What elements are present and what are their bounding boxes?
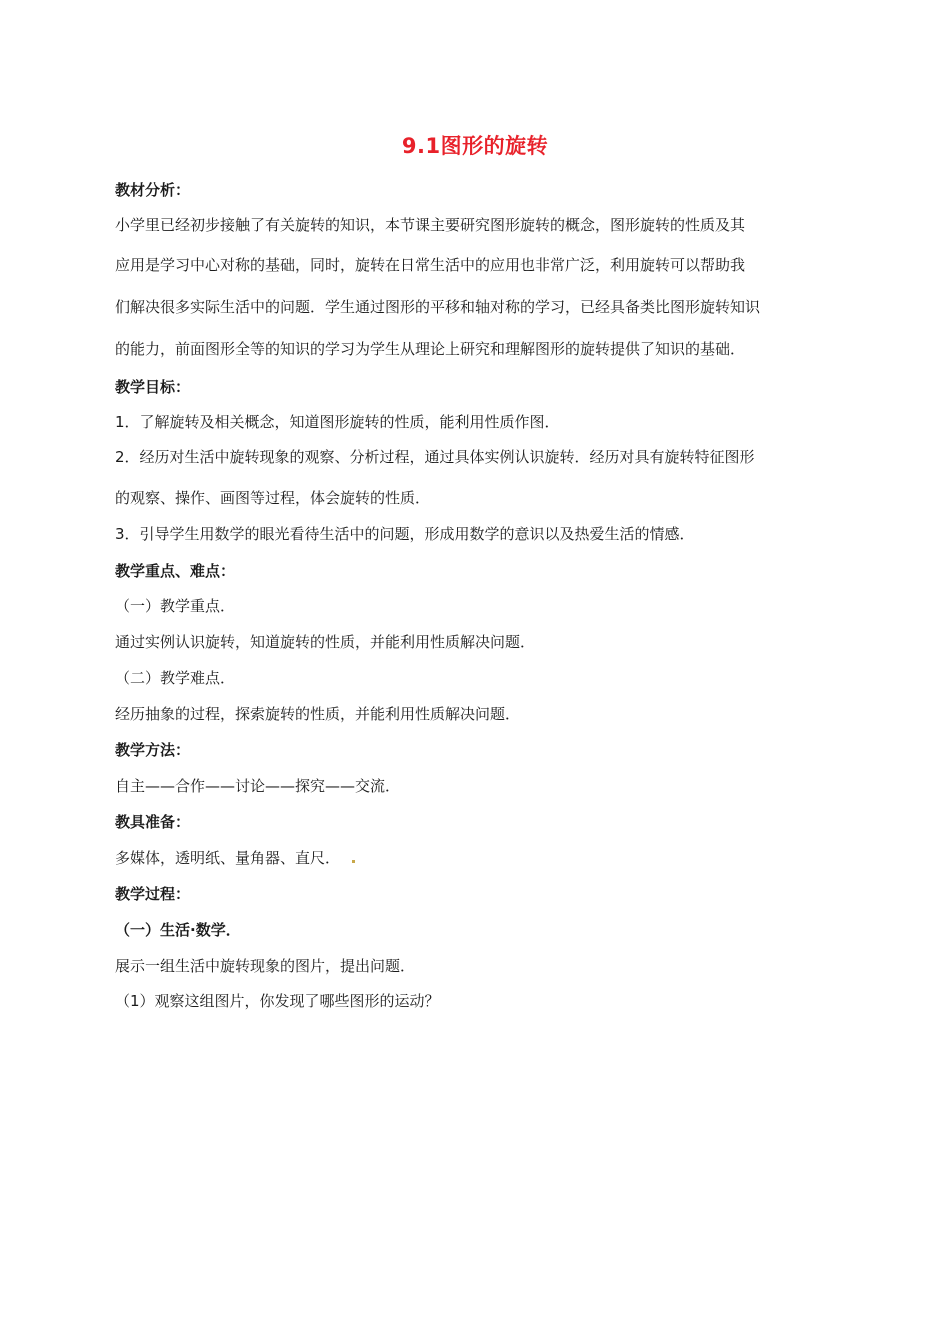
difficulty-text: 经历抽象的过程，探索旋转的性质，并能利用性质解决问题． xyxy=(115,705,521,723)
analysis-line-4: 的能力，前面图形全等的知识的学习为学生从理论上研究和理解图形的旋转提供了知识的基础． xyxy=(115,340,746,358)
section-heading-analysis: 教材分析： xyxy=(115,181,191,199)
section-heading-tools: 教具准备： xyxy=(115,813,191,831)
methods-text: 自主——合作——讨论——探究——交流． xyxy=(115,777,401,795)
key-point-text: 通过实例认识旋转，知道旋转的性质，并能利用性质解决问题． xyxy=(115,633,536,651)
analysis-line-3: 们解决很多实际生活中的问题．学生通过图形的平移和轴对称的学习，已经具备类比图形旋转知识 xyxy=(115,298,761,316)
goal-item-3: 3．引导学生用数学的眼光看待生活中的问题，形成用数学的意识以及热爱生活的情感． xyxy=(115,525,695,543)
section-heading-methods: 教学方法： xyxy=(115,741,191,759)
key-point-subheading: （一）教学重点． xyxy=(115,597,236,615)
tools-text xyxy=(115,848,840,868)
analysis-line-1: 小学里已经初步接触了有关旋转的知识，本节课主要研究图形旋转的概念，图形旋转的性质及其 xyxy=(115,216,746,234)
section-heading-process: 教学过程： xyxy=(115,885,191,903)
process-subheading: （一）生活·数学． xyxy=(115,921,241,939)
analysis-line-2: 应用是学习中心对称的基础，同时，旋转在日常生活中的应用也非常广泛，利用旋转可以帮助我 xyxy=(115,256,746,274)
section-heading-key-points: 教学重点、难点： xyxy=(115,562,236,580)
difficulty-subheading: （二）教学难点． xyxy=(115,669,236,687)
process-line-1: 展示一组生活中旋转现象的图片，提出问题． xyxy=(115,957,416,975)
goal-item-2-line-1: 2．经历对生活中旋转现象的观察、分析过程，通过具体实例认识旋转．经历对具有旋转特征图形 xyxy=(115,448,755,466)
mark-dot xyxy=(352,860,355,863)
process-line-2: （1）观察这组图片，你发现了哪些图形的运动？ xyxy=(115,992,440,1010)
goal-item-2-line-2: 的观察、操作、画图等过程，体会旋转的性质． xyxy=(115,489,431,507)
section-heading-goals: 教学目标： xyxy=(115,378,191,396)
tools-text-content: 多媒体，透明纸、量角器、直尺． xyxy=(115,849,341,867)
page-title: 9.1图形的旋转 xyxy=(401,134,549,158)
goal-item-1: 1．了解旋转及相关概念，知道图形旋转的性质，能利用性质作图． xyxy=(115,413,560,431)
